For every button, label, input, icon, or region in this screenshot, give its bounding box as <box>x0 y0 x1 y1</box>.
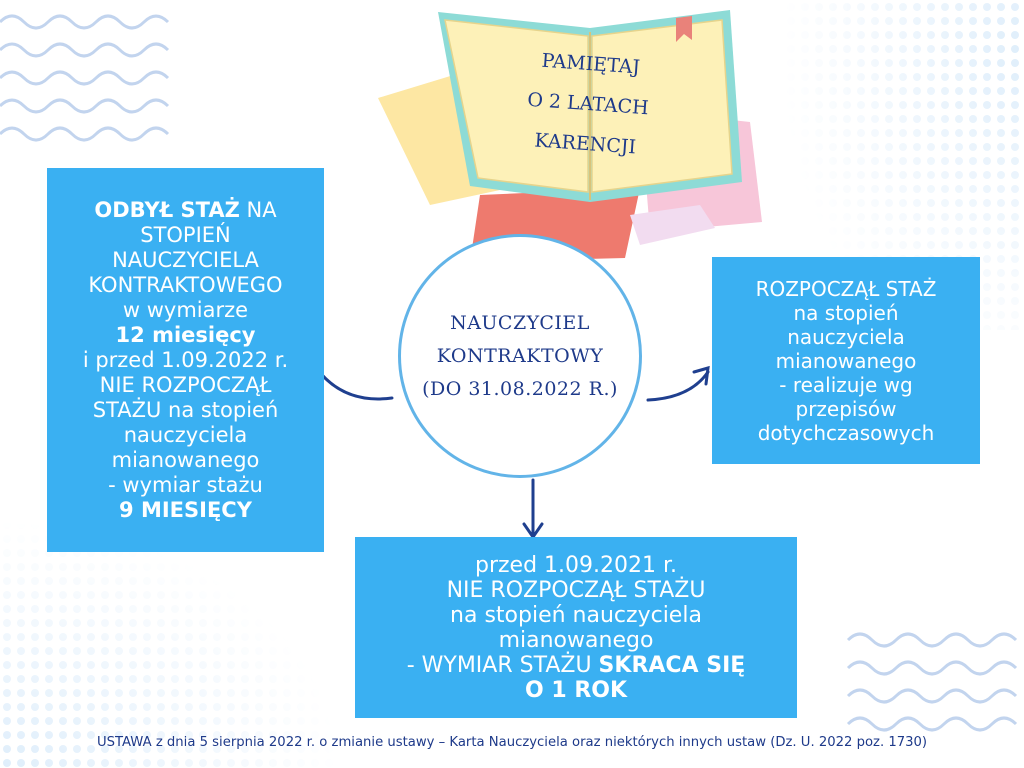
left-line-bold: 9 MIESIĘCY <box>119 497 252 522</box>
right-line: - realizuje wg <box>779 372 913 397</box>
book-line: O 2 LATACH <box>526 88 650 120</box>
arrow-to-left-box <box>312 362 392 399</box>
right-line: mianowanego <box>775 348 917 373</box>
left-line: i przed 1.09.2022 r. <box>82 347 289 372</box>
bottom-line-bold: O 1 ROK <box>524 677 628 703</box>
bottom-line: NIE ROZPOCZĄŁ STAŻU <box>446 577 706 603</box>
left-line: STAŻU na stopień <box>92 397 279 422</box>
right-line: przepisów <box>795 396 897 421</box>
center-line: (DO 31.08.2022 R.) <box>422 377 618 400</box>
left-line: - wymiar stażu <box>108 472 263 497</box>
bottom-line-bold: SKRACA SIĘ <box>598 652 746 678</box>
right-line: dotychczasowych <box>757 420 935 445</box>
right-line: nauczyciela <box>787 324 905 349</box>
bottom-line: na stopień nauczyciela <box>450 602 702 628</box>
left-line-bold: 12 miesięcy <box>115 322 256 347</box>
book-reminder-text <box>484 37 692 171</box>
left-line <box>94 198 276 223</box>
left-line-bold: ODBYŁ STAŻ <box>94 197 240 222</box>
waves-bottom-right <box>848 634 1016 730</box>
bottom-info-box <box>355 537 797 718</box>
bottom-line-rest: - WYMIAR STAŻU <box>406 652 599 678</box>
left-line: mianowanego <box>111 447 260 472</box>
bottom-line <box>407 653 746 678</box>
bottom-line: mianowanego <box>498 627 654 653</box>
right-info-box <box>712 257 980 464</box>
left-line: w wymiarze <box>122 297 249 322</box>
bottom-line: przed 1.09.2021 r. <box>474 552 678 578</box>
left-line: NAUCZYCIELA <box>112 247 259 272</box>
left-info-box <box>47 168 324 552</box>
left-line: NIE ROZPOCZĄŁ <box>99 372 272 397</box>
right-line: na stopień <box>793 300 899 325</box>
left-line: nauczyciela <box>123 422 248 447</box>
book-line: PAMIĘTAJ <box>540 49 641 79</box>
waves-top-left <box>0 16 168 140</box>
center-circle <box>398 234 642 478</box>
center-line: NAUCZYCIEL <box>450 311 590 334</box>
right-line: ROZPOCZĄŁ STAŻ <box>755 276 937 301</box>
left-line: STOPIEŃ <box>140 222 231 247</box>
left-line-rest: NA <box>239 197 277 222</box>
legal-source-footer: USTAWA z dnia 5 sierpnia 2022 r. o zmianie ustawy – Karta Nauczyciela oraz niektórych innych ustaw (Dz. U. 2022 poz. 1730) <box>96 735 928 750</box>
book-line: KARENCJI <box>533 129 637 159</box>
dots-bottom-left <box>0 520 340 768</box>
arrow-to-right-box <box>648 372 708 400</box>
left-line: KONTRAKTOWEGO <box>88 272 283 297</box>
center-line: KONTRAKTOWY <box>436 344 604 367</box>
